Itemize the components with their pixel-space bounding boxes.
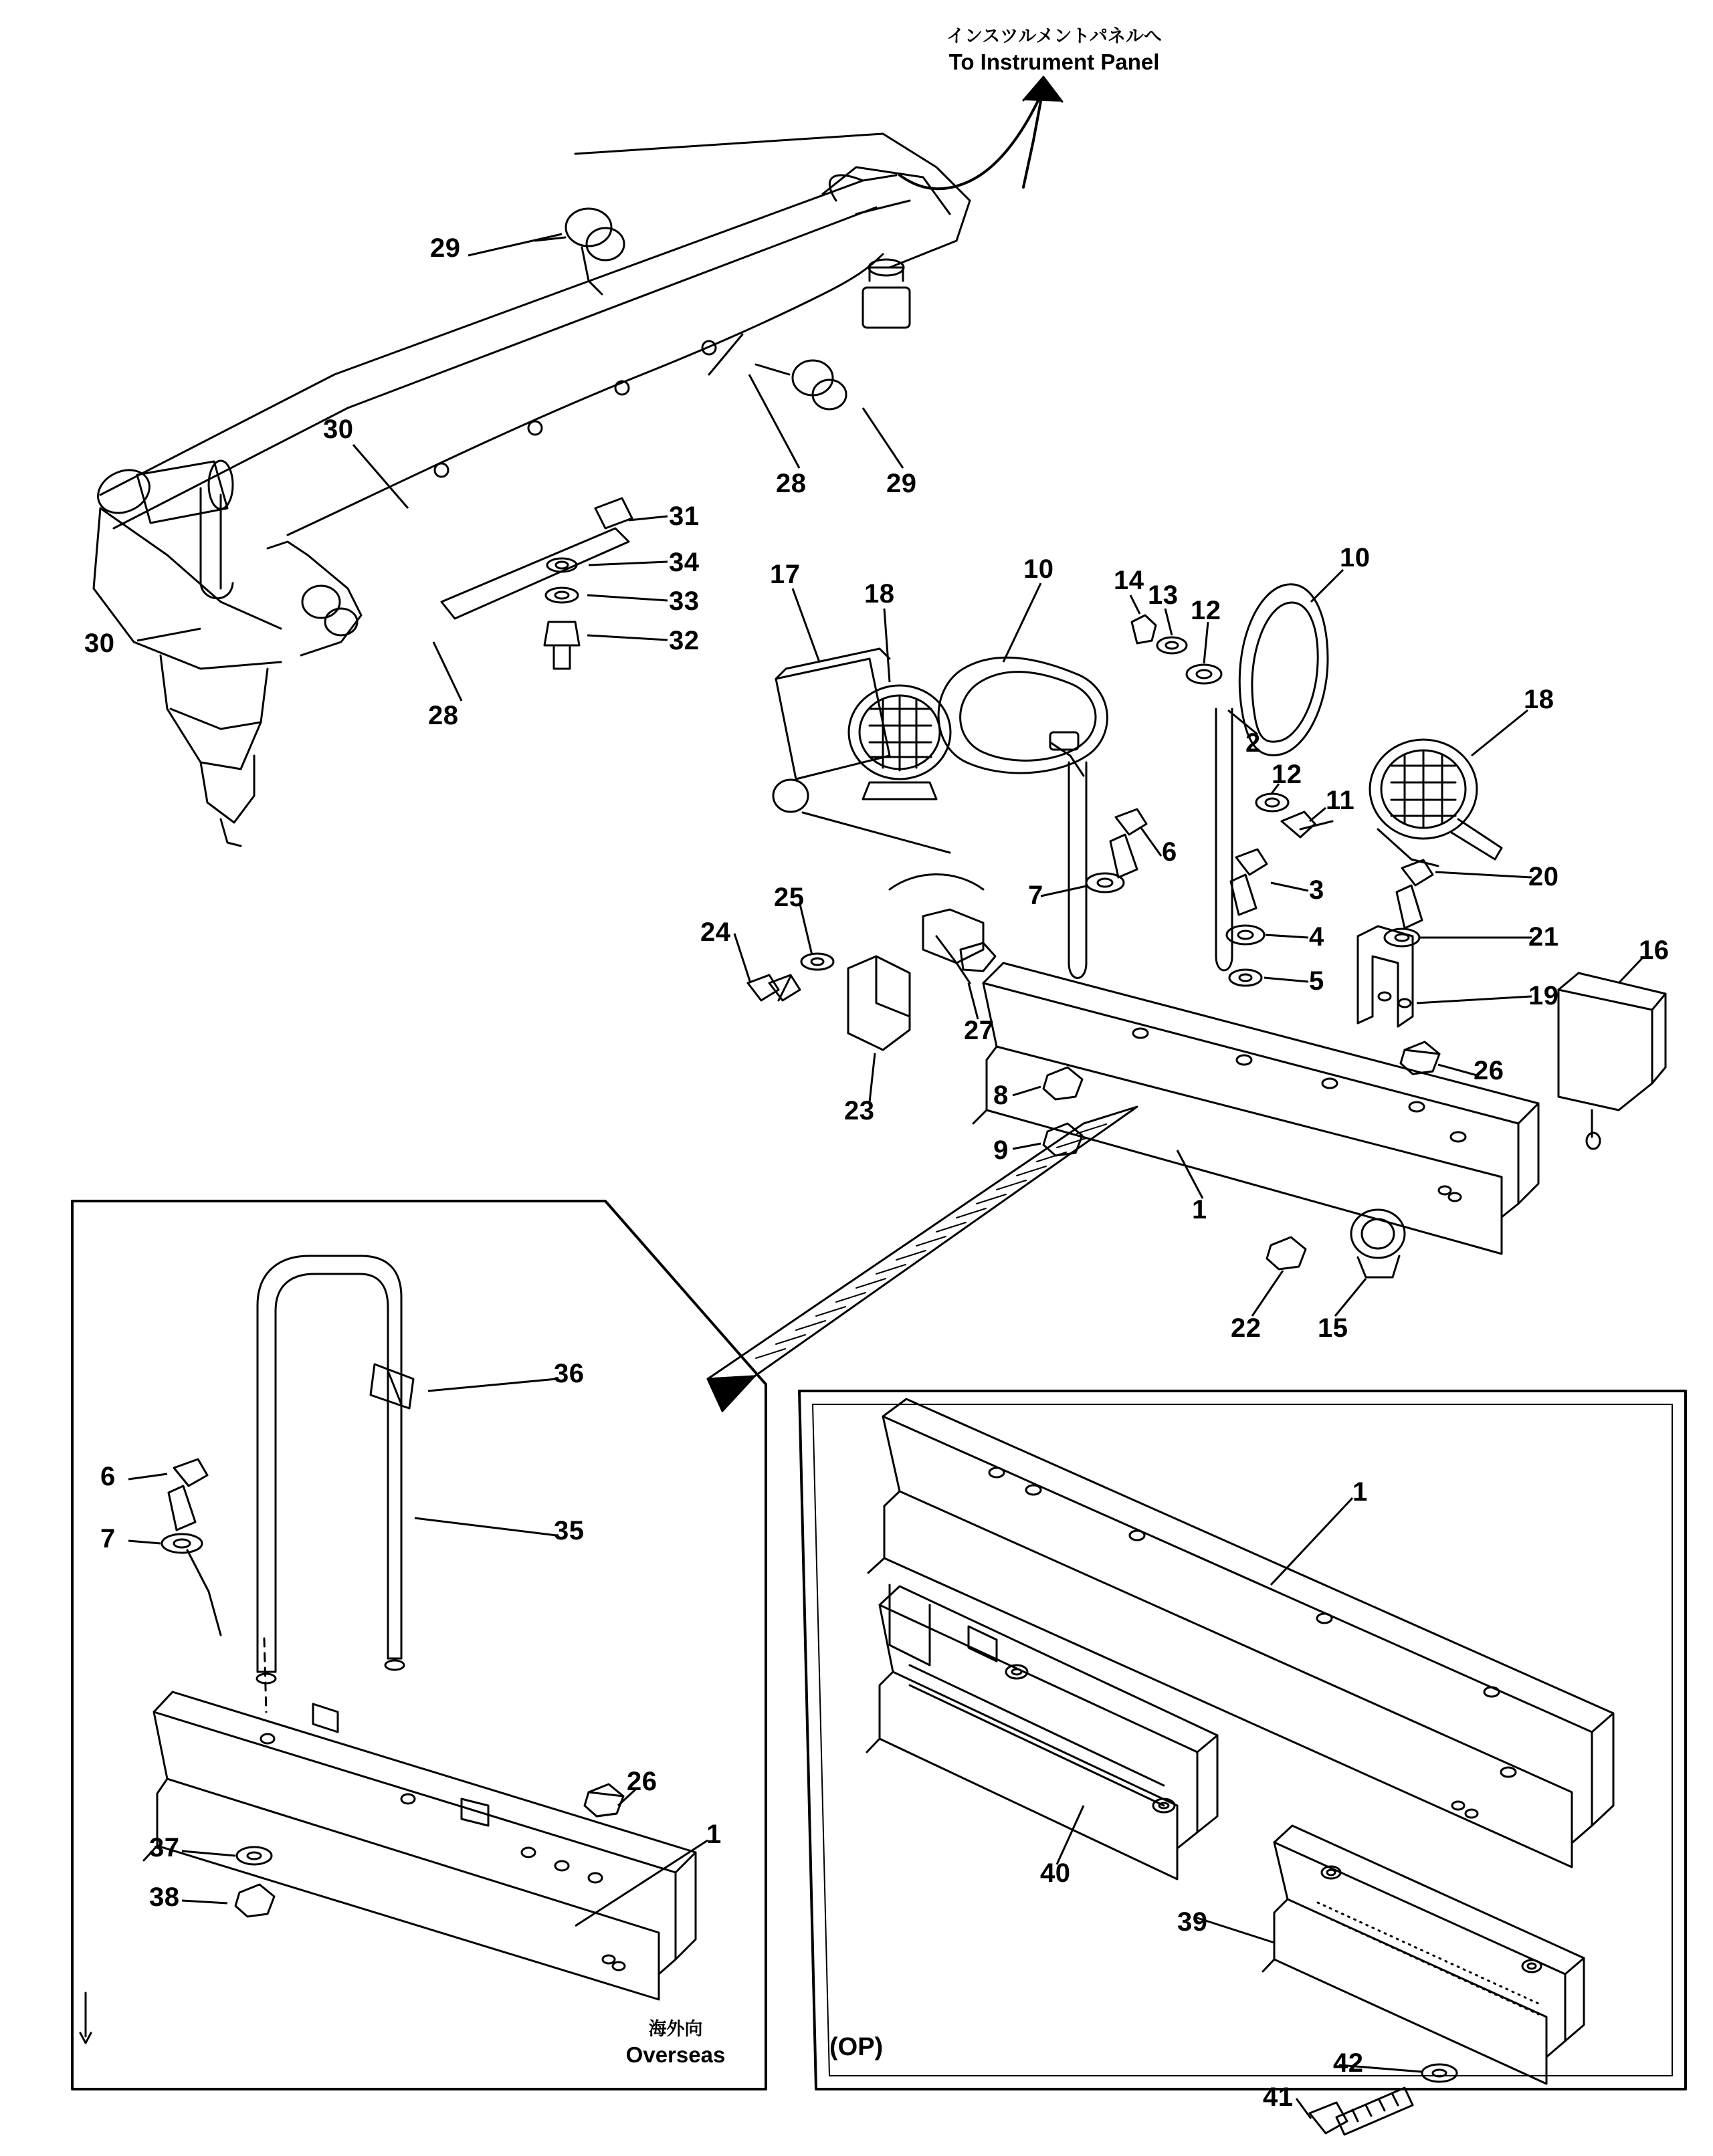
- callout-21: 21: [1528, 922, 1559, 952]
- callout-31: 31: [669, 502, 700, 531]
- callout-29: 29: [430, 233, 461, 263]
- callout-26-center: 26: [1474, 1056, 1504, 1085]
- callout-6-upper: 6: [1162, 837, 1177, 867]
- callout-41: 41: [1263, 2082, 1294, 2112]
- callout-30: 30: [323, 415, 354, 444]
- callout-26-inset: 26: [627, 1767, 658, 1796]
- instrument-panel-note-en: To Instrument Panel: [948, 49, 1160, 74]
- callout-22: 22: [1231, 1313, 1262, 1343]
- callout-30-lower: 30: [84, 629, 115, 658]
- callout-36: 36: [554, 1359, 585, 1388]
- callout-6-inset: 6: [100, 1462, 116, 1491]
- callout-16: 16: [1639, 936, 1670, 965]
- callout-32: 32: [669, 626, 700, 655]
- op-note: (OP): [829, 2033, 884, 2061]
- callout-33: 33: [669, 586, 700, 616]
- callout-4: 4: [1309, 922, 1324, 952]
- callout-27: 27: [964, 1016, 995, 1045]
- callout-23: 23: [844, 1096, 875, 1125]
- callout-39: 39: [1177, 1907, 1208, 1937]
- callout-1-center: 1: [1192, 1195, 1207, 1224]
- callout-12-lower: 12: [1272, 760, 1302, 789]
- overseas-note-jp: 海外向: [648, 2019, 703, 2039]
- callout-34: 34: [669, 548, 700, 577]
- callout-25: 25: [774, 883, 805, 912]
- callout-13: 13: [1148, 580, 1179, 610]
- callout-35: 35: [554, 1516, 585, 1545]
- callout-9: 9: [993, 1136, 1009, 1165]
- callout-29-right: 29: [886, 469, 917, 498]
- callout-17: 17: [770, 560, 801, 589]
- callout-15: 15: [1318, 1313, 1348, 1343]
- callout-18-right: 18: [1524, 685, 1554, 714]
- callout-40: 40: [1040, 1858, 1071, 1888]
- callout-14: 14: [1114, 566, 1144, 595]
- callout-42: 42: [1333, 2048, 1364, 2078]
- callout-18-left: 18: [864, 579, 895, 609]
- callout-1-op: 1: [1352, 1477, 1368, 1507]
- callout-38: 38: [149, 1882, 180, 1912]
- callout-10-right: 10: [1340, 543, 1371, 572]
- instrument-panel-note-jp: インスツルメントパネルへ: [946, 26, 1162, 46]
- callout-20: 20: [1528, 862, 1559, 891]
- callout-37: 37: [149, 1833, 180, 1862]
- callout-2: 2: [1245, 728, 1261, 758]
- overseas-note-en: Overseas: [625, 2042, 726, 2067]
- callout-3: 3: [1309, 875, 1324, 905]
- callout-7-inset: 7: [100, 1524, 116, 1553]
- callout-11: 11: [1326, 786, 1355, 815]
- callout-8: 8: [993, 1081, 1009, 1110]
- callout-7-upper: 7: [1028, 881, 1043, 910]
- callout-28-lower: 28: [428, 701, 459, 730]
- callout-5: 5: [1309, 966, 1324, 996]
- callout-10-left: 10: [1023, 554, 1054, 584]
- callout-1-inset: 1: [706, 1820, 722, 1849]
- callout-28-upper: 28: [776, 469, 807, 498]
- callout-24: 24: [700, 918, 731, 947]
- callout-12-upper: 12: [1191, 596, 1221, 625]
- callout-19: 19: [1528, 981, 1559, 1010]
